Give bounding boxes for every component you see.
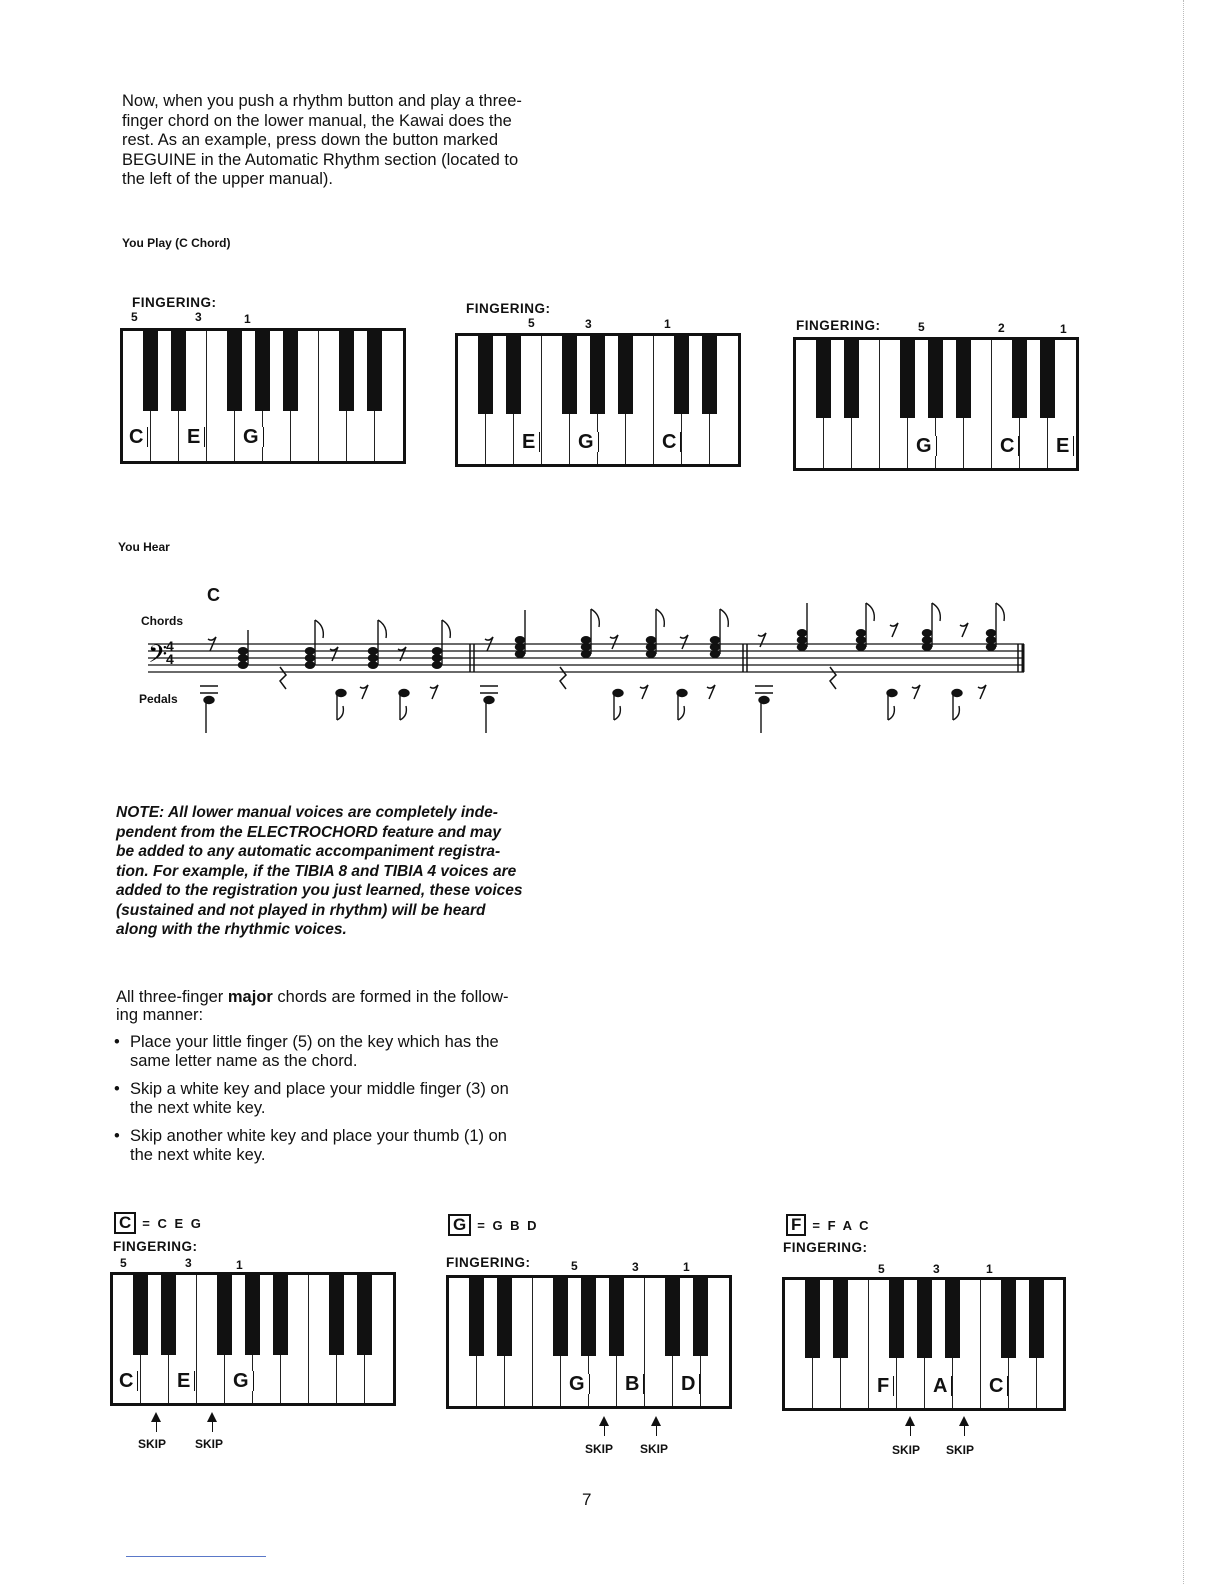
skip-label: SKIP	[195, 1437, 224, 1451]
chord-heading	[786, 1214, 871, 1236]
piano-keyboard	[446, 1275, 732, 1409]
chord-notes: = C E G	[142, 1216, 203, 1231]
finger-number: 5	[528, 316, 535, 330]
you-hear-label: You Hear	[118, 540, 170, 554]
list-item: • Skip a white key and place your middle finger (3) on the next white key.	[114, 1080, 594, 1118]
fingering-title: FINGERING:	[446, 1255, 531, 1270]
major-chords-intro: All three-finger major chords are formed in the follow- ing manner:	[116, 988, 509, 1024]
chord-notes: = F A C	[812, 1218, 871, 1233]
chord-heading	[448, 1214, 539, 1236]
time-signature: 4 4	[166, 638, 174, 667]
key-label: C	[985, 1376, 1008, 1396]
note-paragraph	[116, 803, 586, 940]
chord-notes: = G B D	[477, 1218, 539, 1233]
chord-box: F	[786, 1214, 806, 1236]
key-label: C	[658, 432, 681, 452]
music-staff	[140, 595, 1040, 765]
key-label: E	[1052, 436, 1074, 456]
piano-keyboard	[120, 328, 406, 464]
note-line: along with the rhythmic voices.	[116, 921, 347, 938]
fingering-title: FINGERING:	[132, 295, 217, 310]
finger-number: 3	[585, 317, 592, 331]
intro-line: finger chord on the lower manual, the Kawai does the	[122, 111, 512, 130]
skip-label: SKIP	[585, 1442, 614, 1456]
key-label: E	[173, 1371, 195, 1391]
key-label: A	[929, 1376, 952, 1396]
intro-line: the left of the upper manual).	[122, 170, 333, 188]
chord-box: C	[114, 1212, 136, 1234]
intro-line: BEGUINE in the Automatic Rhythm section (located to	[122, 150, 519, 169]
fingering-title: FINGERING:	[113, 1239, 198, 1254]
skip-label: SKIP	[892, 1443, 921, 1457]
finger-number: 1	[244, 312, 251, 326]
finger-number: 1	[683, 1260, 690, 1274]
key-label: C	[115, 1371, 138, 1391]
chord-symbol: C	[207, 585, 220, 605]
pedal-notes	[200, 686, 962, 733]
key-label: D	[677, 1374, 700, 1394]
finger-number: 5	[571, 1259, 578, 1273]
pedals-label: Pedals	[139, 692, 178, 706]
skip-arrow-icon	[599, 1416, 609, 1426]
finger-number: 3	[933, 1262, 940, 1276]
note-line: (sustained and not played in rhythm) will be heard	[116, 901, 486, 919]
finger-number: 5	[120, 1256, 127, 1270]
key-label: C	[996, 436, 1019, 456]
fingering-title: FINGERING:	[796, 318, 881, 333]
finger-number: 3	[195, 310, 202, 324]
skip-arrow-icon	[959, 1416, 969, 1426]
finger-number: 1	[986, 1262, 993, 1276]
chord-box: G	[448, 1214, 471, 1236]
note-line: NOTE: All lower manual voices are completely inde-	[116, 804, 498, 821]
skip-arrow-icon	[151, 1412, 161, 1422]
finger-number: 1	[236, 1258, 243, 1272]
scan-line	[126, 1556, 266, 1557]
chord-heading	[114, 1212, 203, 1234]
finger-number: 1	[664, 317, 671, 331]
skip-arrow-icon	[651, 1416, 661, 1426]
key-label: G	[574, 432, 599, 452]
key-label: E	[183, 427, 205, 447]
intro-line: rest. As an example, press down the button marked	[122, 131, 499, 149]
finger-number: 2	[998, 321, 1005, 335]
piano-keyboard	[110, 1272, 396, 1406]
finger-number: 3	[185, 1256, 192, 1270]
note-line: added to the registration you just learned, these voices	[116, 882, 523, 899]
key-label: G	[229, 1371, 254, 1391]
piano-keyboard	[782, 1277, 1066, 1411]
rest-marks	[208, 623, 986, 699]
intro-paragraph	[122, 92, 602, 190]
fingering-title: FINGERING:	[466, 301, 551, 316]
piano-keyboard	[455, 333, 741, 467]
key-label: B	[621, 1374, 644, 1394]
note-line: be added to any automatic accompaniment registra-	[116, 843, 501, 860]
piano-keyboard	[793, 337, 1079, 471]
bass-clef-icon: 𝄢	[148, 640, 168, 675]
note-line: pendent from the ELECTROCHORD feature and may	[116, 823, 501, 841]
key-label: F	[873, 1376, 894, 1396]
page-number: 7	[582, 1490, 592, 1509]
skip-label: SKIP	[946, 1443, 975, 1457]
intro-line: Now, when you push a rhythm button and play a three-	[122, 92, 522, 110]
skip-label: SKIP	[640, 1442, 669, 1456]
finger-number: 5	[131, 310, 138, 324]
fingering-title: FINGERING:	[783, 1240, 868, 1255]
finger-number: 3	[632, 1260, 639, 1274]
skip-arrow-icon	[207, 1412, 217, 1422]
key-label: G	[239, 427, 264, 447]
skip-label: SKIP	[138, 1437, 167, 1451]
skip-arrow-icon	[905, 1416, 915, 1426]
note-line: tion. For example, if the TIBIA 8 and TIBIA 4 voices are	[116, 862, 517, 880]
chords-label: Chords	[141, 614, 183, 628]
major-chord-steps	[114, 1033, 594, 1174]
key-label: G	[912, 436, 937, 456]
key-label: E	[518, 432, 540, 452]
list-item: • Skip another white key and place your thumb (1) on the next white key.	[114, 1127, 594, 1165]
you-play-label: You Play (C Chord)	[122, 236, 231, 250]
finger-number: 5	[878, 1262, 885, 1276]
finger-number: 1	[1060, 322, 1067, 336]
key-label: C	[125, 427, 148, 447]
key-label: G	[565, 1374, 590, 1394]
list-item: • Place your little finger (5) on the key which has the same letter name as the chord.	[114, 1033, 594, 1071]
page-edge	[1183, 0, 1185, 1584]
finger-number: 5	[918, 320, 925, 334]
